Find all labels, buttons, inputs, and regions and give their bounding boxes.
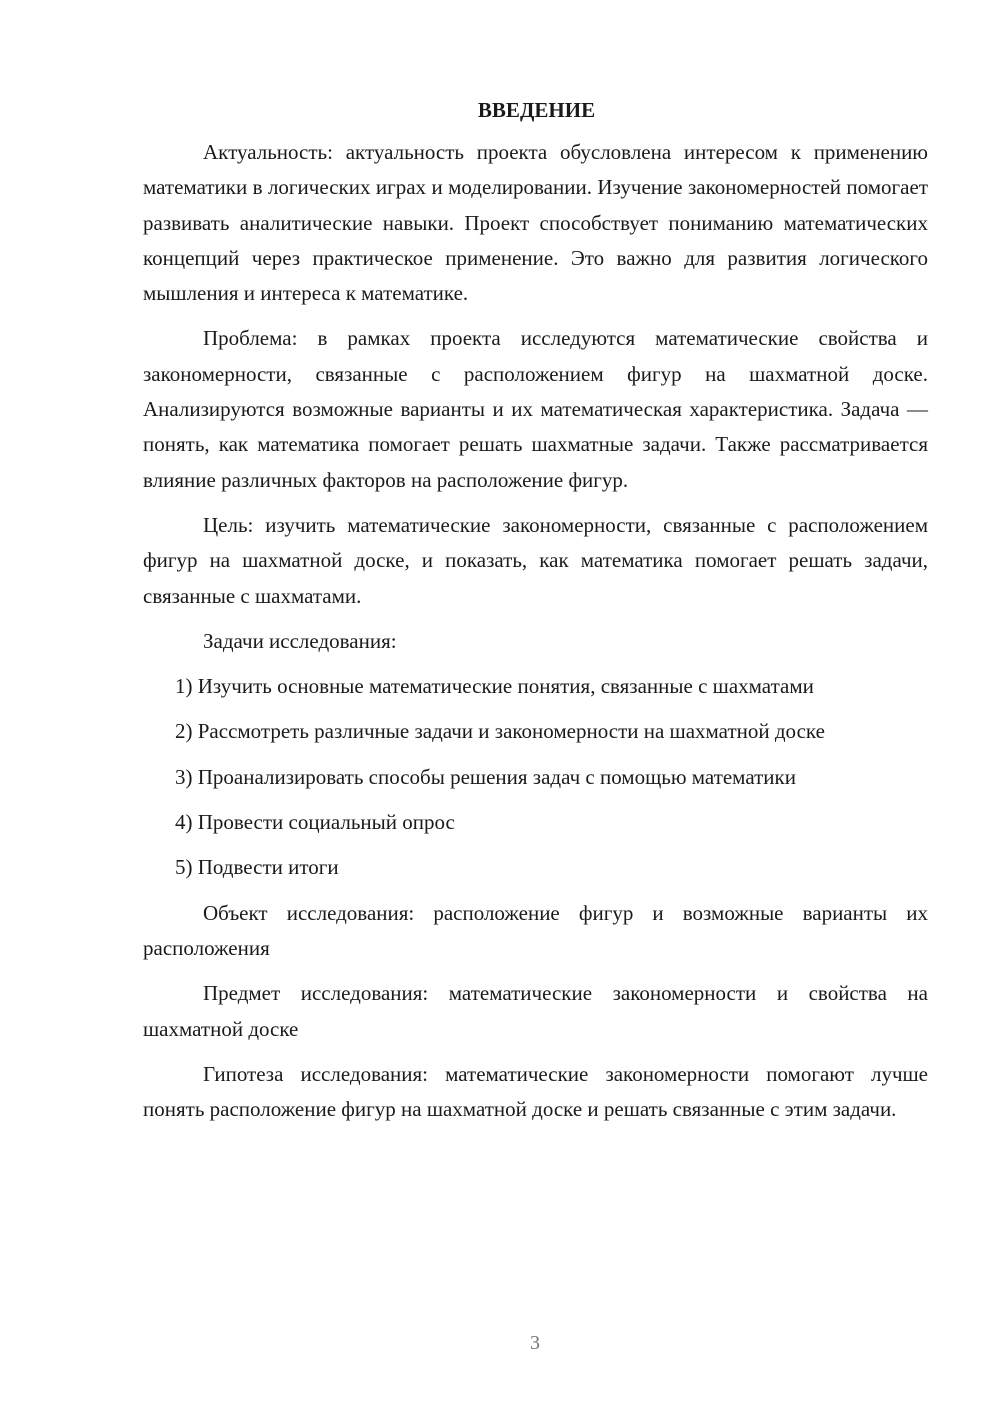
paragraph-hypothesis: Гипотеза исследования: математические закономерности помогают лучше понять расположение фигур на шахматной доске и решать связанные с этим задачи. bbox=[143, 1061, 928, 1122]
tasks-list bbox=[143, 669, 928, 885]
paragraph-relevance: Актуальность: актуальность проекта обусловлена интересом к применению математики в логических играх и моделировании. Изучение закономерностей помогает развивать аналитические навыки. Проект способствует пониманию математических концепций через практическое применение. Это важно для развития логического мышления и интереса к математике. bbox=[143, 140, 928, 306]
tasks-heading: Задачи исследования: bbox=[203, 628, 397, 653]
paragraph-subject: Предмет исследования: математические закономерности и свойства на шахматной доске bbox=[143, 981, 928, 1041]
paragraph-problem: Проблема: в рамках проекта исследуются математические свойства и закономерности, связанные с расположением фигур на шахматной доске. Анализируются возможные варианты и их математическая характеристика. Задача — понять, как математика помогает решать шахматные задачи. Также рассматривается влияние различных факторов на расположение фигур. bbox=[143, 326, 928, 492]
list-item: 1) Изучить основные математические понятия, связанные с шахматами bbox=[175, 674, 814, 699]
paragraph-goal: Цель: изучить математические закономерности, связанные с расположением фигур на шахматной доске, и показать, как математика помогает решать задачи, связанные с шахматами. bbox=[143, 512, 928, 608]
list-item: 4) Провести социальный опрос bbox=[175, 810, 455, 835]
section-title: ВВЕДЕНИЕ bbox=[477, 98, 596, 122]
list-item: 2) Рассмотреть различные задачи и закономерности на шахматной доске bbox=[175, 719, 825, 744]
page-number: 3 bbox=[530, 1332, 540, 1354]
document-page bbox=[143, 90, 928, 1137]
paragraph-object: Объект исследования: расположение фигур и возможные варианты их расположения bbox=[143, 900, 928, 960]
list-item: 5) Подвести итоги bbox=[175, 855, 339, 880]
list-item: 3) Проанализировать способы решения задач с помощью математики bbox=[175, 764, 796, 789]
